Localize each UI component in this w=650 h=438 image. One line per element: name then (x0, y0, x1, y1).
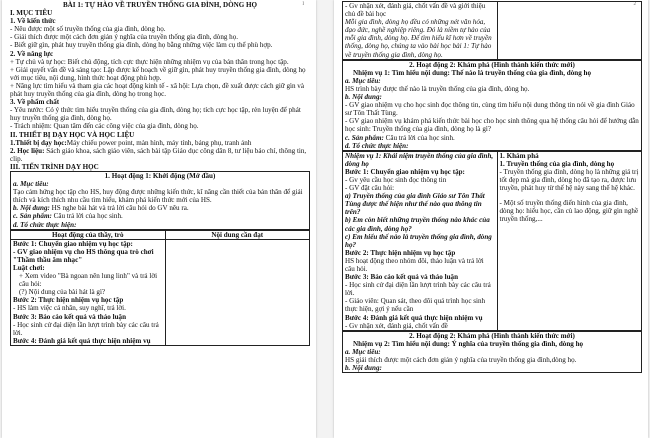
knowledge-item: - Biết giữ gìn, phát huy truyền thống gia đình, dòng họ bằng những việc làm cụ thể phù hợp. (10, 41, 273, 50)
rules-label: Luật chơi: (13, 264, 45, 272)
intro-italic: Mỗi gia đình, dòng họ đều có những nét văn hóa, đạo đức, nghề nghiệp riêng. Đó là niềm tự hào của mỗi gia đình, dòng họ. Để tìm hiểu kĩ hơn về truyền thống, dòng họ, chúng ta vào bài học bài 1: Tự hào về truyền thống gia đình, dòng họ. (345, 18, 492, 59)
tradition-examples: - Một số truyền thống điển hình của gia đình, dòng họ: hiếu học, cần cù lao động, giữ gìn nghề truyền thống,... (499, 199, 639, 224)
continued-left-cell (343, 2, 498, 60)
task2-title: Nhiệm vụ 2: Tìm hiểu nội dung: Ý nghĩa của truyền thống gia đình, dòng họ (353, 339, 584, 348)
knowledge-item: - Nêu được một số truyền thống của gia đình, dòng họ. (10, 25, 166, 34)
left-page-content (10, 1, 310, 346)
activity2-content-cell (497, 151, 642, 330)
product-text: Câu trả lời của học sinh. (53, 212, 123, 221)
materials-text: Sách giáo khoa, sách giáo viên, sách bài tập Giáo dục công dân 8, tư liệu báo chí, thông tin, clip. (10, 146, 307, 163)
header-content: Nội dung cần đạt (165, 230, 310, 239)
activity1-box (10, 171, 310, 230)
competence-item: + Tự chủ và tự học: Biết chủ động, tích cực thực hiện những nhiệm vụ của bản thân trong học tập. (10, 57, 289, 66)
conclusion-text: - Gv nhận xét, đánh giá, chốt vấn đề và giới thiệu chủ đề bài học (345, 2, 486, 19)
step2-heading: Bước 2: Thực hiện nhiệm vụ học tập (13, 296, 124, 305)
activity1-steps-cell (11, 239, 166, 345)
step3-item: - Giáo viên: Quan sát, theo dõi quá trình học sinh thực hiện, gợi ý nếu cần (345, 297, 486, 314)
task1-title: Nhiệm vụ 1: Tìm hiểu nội dung: Thế nào là truyền thống của gia đình, dòng họ (353, 68, 592, 77)
task1-head: Nhiệm vụ 1: Khái niệm truyền thống của gia đình, dòng họ (345, 151, 494, 168)
content-item: - GV giao nhiệm vụ khám phá kiến thức bài học cho học sinh thông qua hệ thống câu hỏi để hướng dẫn học sinh: Truyền thống của gia đình, dòng họ là gì? (345, 117, 639, 134)
step4-heading: Bước 4: Đánh giá kết quả thực hiện nhiệm vụ (13, 336, 151, 345)
product-label: c. Sản phẩm: (345, 133, 384, 142)
heading-qualities: 3. Về phẩm chất (10, 98, 60, 107)
step1-item: - GV đặt câu hỏi: (345, 184, 395, 193)
step4-heading: Bước 4: Đánh giá kết quả thực hiện nhiệm vụ (345, 313, 483, 322)
materials-line (10, 147, 310, 163)
activity2-title: 2. Hoạt động 2: Khám phá (Hình thành kiến thức mới) (409, 60, 575, 69)
step2-text: - HS làm việc cá nhân, suy nghĩ, trả lời. (13, 304, 126, 313)
activity1-table (10, 230, 310, 346)
page-number-left: I (302, 2, 304, 7)
continued-table (342, 1, 642, 60)
heading-competence: 2. Về năng lực (10, 49, 54, 58)
question-a: a) Truyền thống của gia đình Giáo sư Tôn Thất Tùng được thể hiện như thế nào qua thông tin trên? (345, 192, 485, 217)
content2-label: b. Nội dung: (345, 364, 382, 373)
page-number-right: 2 (633, 2, 636, 7)
step1-task: - GV giao nhiệm vụ cho HS thông qua trò chơi "Thầm thầu âm nhạc" (13, 247, 154, 264)
header-teacher-student: Hoạt động của thầy, trò (11, 230, 166, 239)
activity1-content-cell (165, 239, 310, 345)
content-item: - GV giao nhiệm vụ cho học sinh đọc thông tin, cùng tìm hiểu nội dung thông tin nói về gia đình Giáo sư Tôn Thất Tùng. (345, 101, 635, 118)
step1-heading: Bước 1: Chuyển giao nhiệm vụ học tập: (345, 167, 465, 176)
goal-text: HS trình bày được thế nào là truyền thống của gia đình, dòng họ. (345, 84, 530, 93)
activity1-title: 1. Hoạt động 1: Khởi động (Mở đầu) (104, 171, 216, 180)
step3-text: - Học sinh cử đại diện lần lượt trình bày các câu trả lời. (13, 320, 159, 337)
rules-item: (?) Nội dung của bài hát là gì? (19, 288, 106, 297)
right-page-content (342, 1, 642, 373)
tradition-heading: 1. Truyền thống của gia đình, dòng họ (499, 159, 615, 168)
goal-text: Tạo cảm hứng học tập cho HS, huy động được những kiến thức, kĩ năng cần thiết của bản thân để giải thích và kích thích nhu cầu tìm hiểu, khám phá kiến thức mới của HS. (13, 188, 303, 205)
goal2-text: HS giải thích được một cách đơn giản ý nghĩa của truyền thống gia đình,dòng họ. (345, 356, 577, 365)
step2-text: HS hoạt động theo nhóm đôi, thảo luận và trả lời câu hỏi. (345, 256, 484, 273)
competence-item: + Năng lực tìm hiểu và tham gia các hoạt động kinh tế - xã hội: Lựa chọn, đề xuất được cách giữ gìn và phát huy truyền thống của gia đình, dòng họ trong học. (10, 81, 304, 99)
left-page (2, 0, 316, 438)
goal2-label: a. Mục tiêu: (345, 347, 381, 356)
content-label: b. Nội dung: (13, 204, 50, 213)
heading-knowledge: 1. Về kiến thức (10, 17, 56, 26)
step3-heading: Bước 3: Báo cáo kết quả và thảo luận (345, 273, 459, 282)
activity2-box (342, 60, 642, 151)
question-b: b) Em còn biết những truyền thống nào khác của các gia đình, dòng họ? (345, 216, 490, 233)
activity2b-box (342, 331, 642, 373)
step3-item: - Học sinh cử đại diện lần lượt trình bày các câu trả lời. (345, 281, 491, 298)
continued-right-cell (497, 2, 642, 60)
right-page (334, 0, 648, 438)
activity2-table (342, 151, 642, 331)
equipment-text: Máy chiếu power point, màn hình, máy tính, bảng phụ, tranh ảnh (66, 138, 252, 147)
explore-heading: 1. Khám phá (499, 151, 539, 160)
competence-item: + Giải quyết vấn đề và sáng tạo: Lập được kế hoạch về giữ gìn, phát huy truyền thống gia đình, dòng họ với mục tiêu, nội dung, hình thức hoạt động phù hợp. (10, 65, 306, 82)
organize-label: d. Tổ chức thực hiện: (13, 220, 77, 229)
materials-label: 2. Học liệu: (10, 146, 45, 155)
equipment-label: 1.Thiết bị dạy học: (10, 138, 67, 147)
tradition-definition: - Truyền thống gia đình, dòng họ là những giá trị tốt đẹp mà gia đình, dòng họ đã tạo ra, được lưu truyền, phát huy từ thế hệ này sang thế hệ khác. (499, 167, 639, 193)
goal-label: a. Mục tiêu: (345, 76, 381, 85)
product-text: Câu trả lời của học sinh. (385, 133, 455, 142)
organize-label: d. Tổ chức thực hiện: (345, 141, 409, 150)
goal-label: a. Mục tiêu: (13, 180, 49, 189)
content-text: HS nghe bài hát và trả lời câu hỏi do GV nêu ra. (51, 204, 189, 213)
quality-item: - Trách nhiệm: Quan tâm đến các công việc của gia đình, dòng họ. (10, 122, 199, 131)
step4-text: - Gv nhận xét, đánh giá, chốt vấn đề (345, 321, 448, 330)
activity2-steps-cell (343, 151, 498, 330)
step3-heading: Bước 3: Báo cáo kết quả và thảo luận (13, 312, 127, 321)
lesson-title: BÀI 1: TỰ HÀO VỀ TRUYỀN THỐNG GIA ĐÌNH, DÒNG HỌ (62, 1, 258, 9)
section-process: III. TIẾN TRÌNH DẠY HỌC (10, 162, 99, 171)
knowledge-item: - Giải thích được một cách đơn giản ý nghĩa của truyền thống gia đình, dòng họ. (10, 33, 239, 42)
section-equipment: II. THIẾT BỊ DẠY HỌC VÀ HỌC LIỆU (10, 130, 135, 139)
question-c: c) Em hiểu thế nào là truyền thống gia đình, dòng họ? (345, 232, 492, 249)
product-label: c. Sản phẩm: (13, 212, 52, 221)
activity2b-title: 2. Hoạt động 2: Khám phá (Hình thành kiến thức mới) (409, 331, 575, 340)
section-objectives: I. MỤC TIÊU (10, 9, 53, 18)
quality-item: - Yêu nước: Có ý thức tìm hiểu truyền thống của gia đình, dòng họ; tích cực học tập, rèn luyện để phát huy truyền thống gia đình, dòng họ. (10, 106, 301, 123)
step1-item: - Gv yêu cầu học sinh đọc thông tin (345, 175, 447, 184)
step2-heading: Bước 2: Thực hiện nhiệm vụ học tập (345, 248, 456, 257)
step1-heading: Bước 1: Chuyển giao nhiệm vụ học tập: (13, 239, 133, 248)
content-label: b. Nội dung: (345, 93, 382, 102)
rules-item: + Xem video "Bà ngoan nên lung linh" và trả lời câu hỏi: (19, 272, 158, 289)
equipment-line (10, 139, 310, 147)
